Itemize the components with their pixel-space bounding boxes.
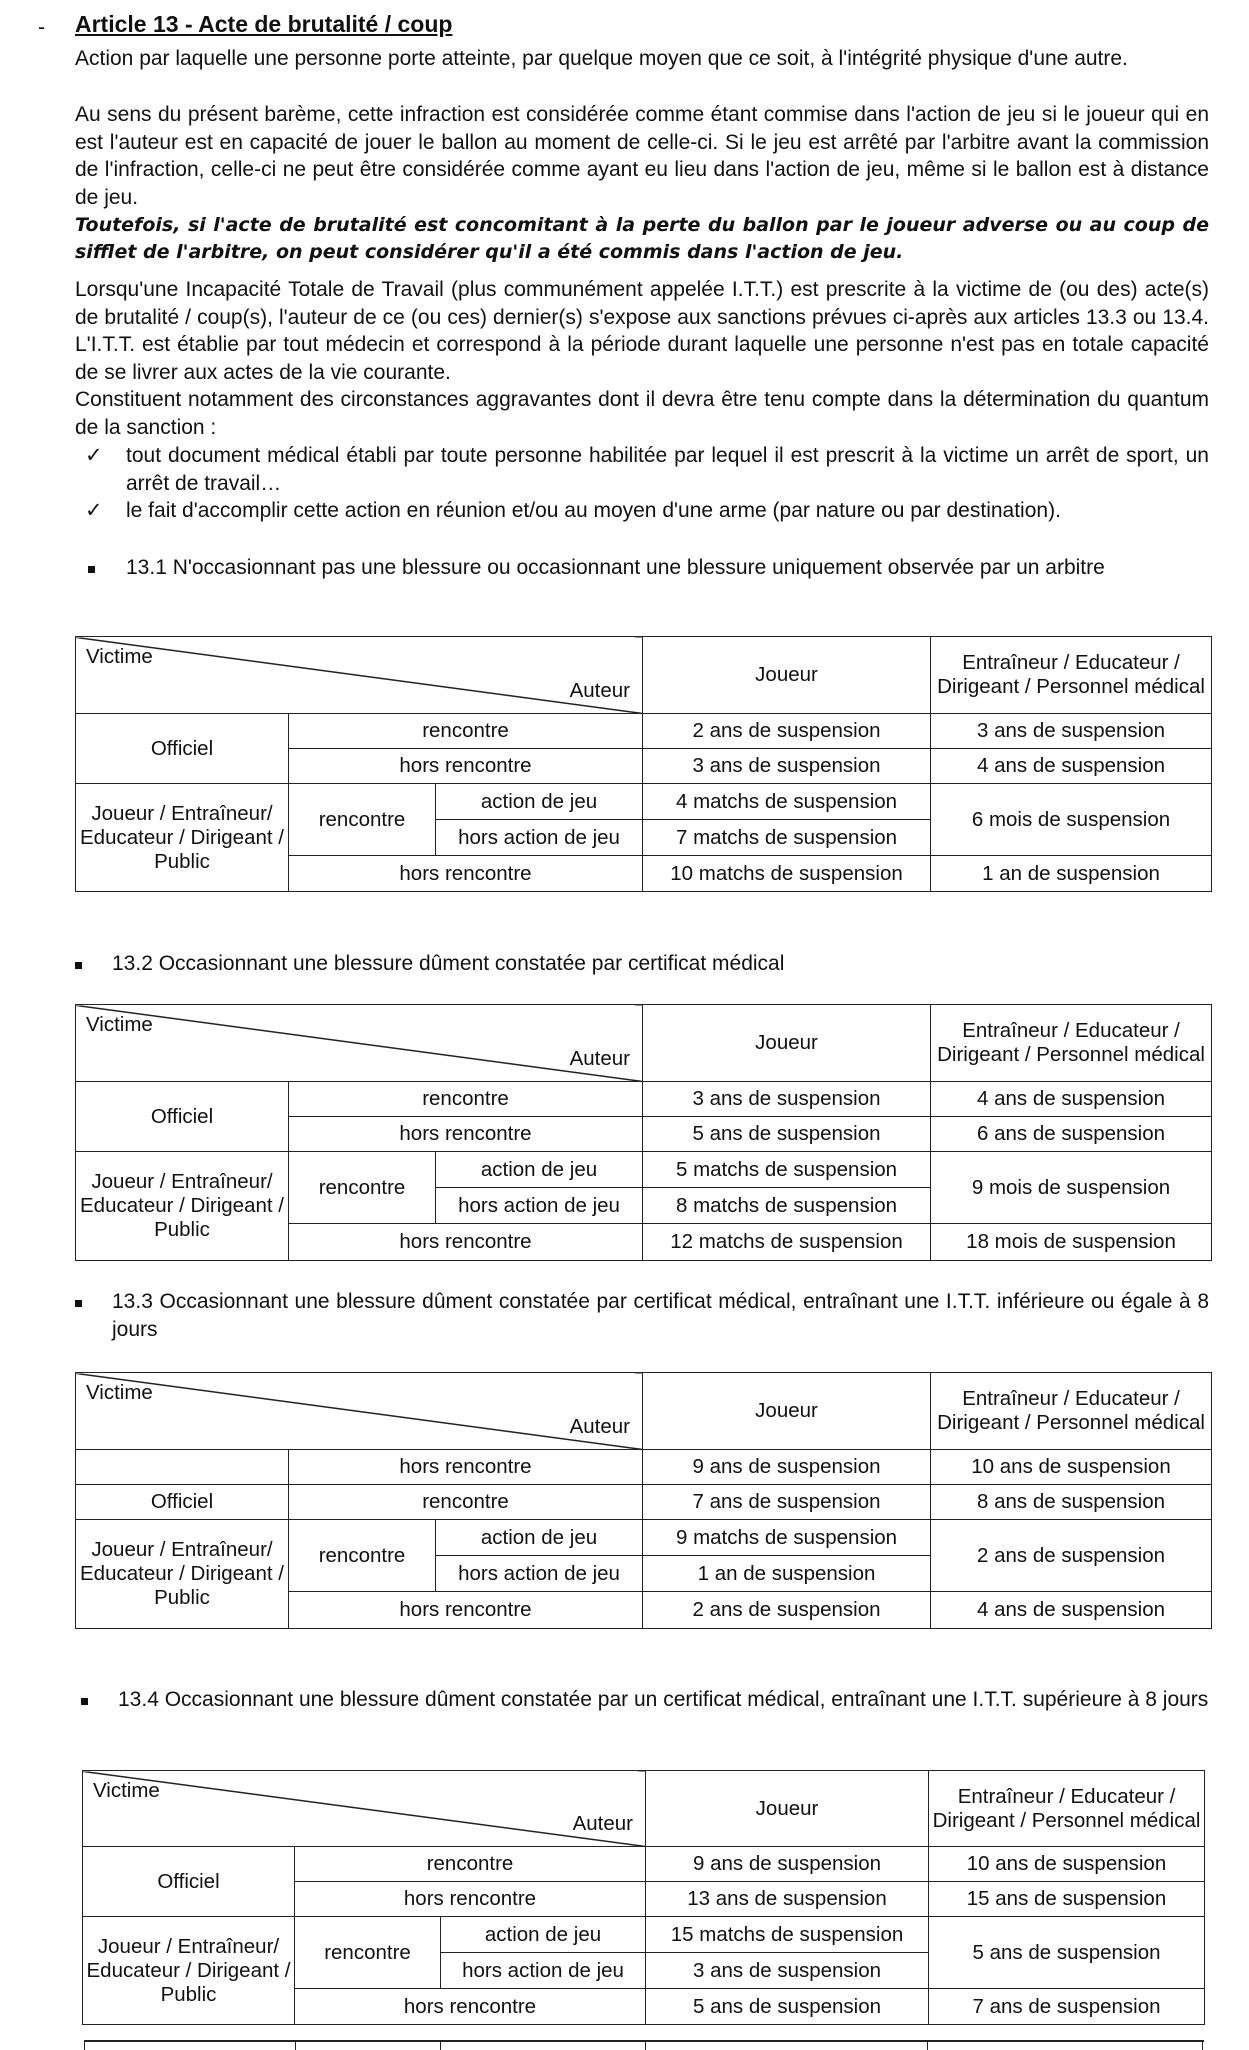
list-item-text: tout document médical établi par toute personne habilitée par lequel il est prescrit à la victime un arrêt de sport, un arrêt de travail… <box>126 444 1209 495</box>
header-auteur: Auteur <box>569 679 631 702</box>
header-joueur: Joueur <box>643 1373 931 1450</box>
header-victime: Victime <box>86 1013 153 1036</box>
cell-joueur: 10 matchs de suspension <box>643 856 931 892</box>
row-label-rencontre: rencontre <box>289 1485 643 1520</box>
sanctions-table-13-3 <box>75 1372 1212 1629</box>
cell-staff: 7 ans de suspension <box>929 1989 1205 2025</box>
paragraph-circonstances: Constituent notamment des circonstances aggravantes dont il devra être tenu compte dans la détermination du quantum de la sanction : <box>75 388 1209 439</box>
cell-joueur: 8 matchs de suspension <box>643 1188 931 1224</box>
row-label-rencontre: rencontre <box>289 784 436 856</box>
section-heading-text: 13.2 Occasionnant une blessure dûment constatée par certificat médical <box>112 952 785 975</box>
cell-joueur: 3 ans de suspension <box>643 749 931 784</box>
sanctions-table-13-4 <box>82 1770 1205 2025</box>
row-label-hors-action-de-jeu: hors action de jeu <box>436 820 643 856</box>
row-label-hors-rencontre: hors rencontre <box>289 1224 643 1261</box>
cell-joueur: 9 matchs de suspension <box>643 1520 931 1556</box>
row-header-officiel: Officiel <box>76 1082 289 1152</box>
cell-joueur: 12 matchs de suspension <box>643 1224 931 1261</box>
table-rule <box>440 2042 441 2050</box>
sanctions-table-13-2 <box>75 1004 1212 1261</box>
row-label-rencontre: rencontre <box>289 1520 436 1592</box>
cell-staff: 5 ans de suspension <box>929 1917 1205 1989</box>
paragraph-concomitant: Toutefois, si l'acte de brutalité est concomitant à la perte du ballon par le joueur adverse ou au coup de sifflet de l'arbitre, on peut considérer qu'il a été commis dans l'action de jeu. <box>75 214 1209 263</box>
row-label-action-de-jeu: action de jeu <box>436 1520 643 1556</box>
row-header-joueur-public: Joueur / Entraîneur/ Educateur / Dirigeant / Public <box>76 1152 289 1261</box>
sanctions-table-13-1 <box>75 636 1212 892</box>
section-heading-13-2 <box>75 950 1209 978</box>
header-diagonal-cell <box>76 1373 643 1450</box>
list-dash: - <box>38 16 45 39</box>
row-label-hors-rencontre: hors rencontre <box>289 749 643 784</box>
cell-joueur: 4 matchs de suspension <box>643 784 931 820</box>
paragraph-itt: Lorsqu'une Incapacité Totale de Travail (plus communément appelée I.T.T.) est prescrite à la victime de (ou des) acte(s) de brutalité / coup(s), l'auteur de ce (ou ces) dernier(s) s'expose aux sanctions prévues ci-après aux articles 13.3 ou 13.4. L'I.T.T. est établie par tout médecin et correspond à la période durant laquelle une personne n'est pas en totale capacité de se livrer aux actes de la vie courante. <box>75 278 1209 384</box>
row-header-officiel: Officiel <box>76 1485 289 1520</box>
row-header-joueur-public: Joueur / Entraîneur/ Educateur / Dirigeant / Public <box>83 1917 295 2025</box>
header-joueur: Joueur <box>646 1771 929 1847</box>
table-rule <box>927 2042 928 2050</box>
row-label-hors-rencontre: hors rencontre <box>295 1989 646 2025</box>
cell-joueur: 5 ans de suspension <box>646 1989 929 2025</box>
cell-joueur: 7 ans de suspension <box>643 1485 931 1520</box>
cell-joueur: 2 ans de suspension <box>643 1592 931 1629</box>
row-label-rencontre: rencontre <box>289 714 643 749</box>
table-rule <box>645 2042 646 2050</box>
row-label-hors-rencontre: hors rencontre <box>295 1882 646 1917</box>
cell-staff: 6 mois de suspension <box>931 784 1212 856</box>
header-staff: Entraîneur / Educateur / Dirigeant / Personnel médical <box>929 1771 1205 1847</box>
row-label-hors-rencontre: hors rencontre <box>289 1450 643 1485</box>
cell-joueur: 1 an de suspension <box>643 1556 931 1592</box>
cell-staff: 1 an de suspension <box>931 856 1212 892</box>
row-label-action-de-jeu: action de jeu <box>436 784 643 820</box>
row-header-joueur-public: Joueur / Entraîneur/ Educateur / Dirigeant / Public <box>76 784 289 892</box>
article-title: Article 13 - Acte de brutalité / coup <box>75 11 453 37</box>
cell-staff: 8 ans de suspension <box>931 1485 1212 1520</box>
checkmark-icon: ✓ <box>85 444 103 467</box>
header-auteur: Auteur <box>572 1812 634 1835</box>
paragraph-action-de-jeu: Au sens du présent barème, cette infraction est considérée comme étant commise dans l'action de jeu si le joueur qui en est l'auteur est en capacité de jouer le ballon au moment de celle-ci. Si le jeu est arrêté par l'arbitre avant la commission de l'infraction, celle-ci ne peut être considérée comme ayant eu lieu dans l'action de jeu, même si le ballon est à distance de jeu. <box>75 103 1209 209</box>
header-staff: Entraîneur / Educateur / Dirigeant / Personnel médical <box>931 1005 1212 1082</box>
cell-joueur: 2 ans de suspension <box>643 714 931 749</box>
cell-joueur: 7 matchs de suspension <box>643 820 931 856</box>
bullet-icon <box>75 1300 82 1307</box>
header-victime: Victime <box>93 1779 160 1802</box>
paragraph-definition: Action par laquelle une personne porte atteinte, par quelque moyen que ce soit, à l'intégrité physique d'une autre. <box>75 47 1128 70</box>
list-item <box>75 442 1209 497</box>
section-heading-13-4 <box>81 1686 1209 1714</box>
next-table-cutoff <box>84 2040 1204 2050</box>
cell-staff: 18 mois de suspension <box>931 1224 1212 1261</box>
bullet-icon <box>88 566 95 573</box>
header-diagonal-cell <box>76 1005 643 1082</box>
cell-joueur: 5 ans de suspension <box>643 1117 931 1152</box>
row-label-hors-rencontre: hors rencontre <box>289 1117 643 1152</box>
section-heading-text: 13.3 Occasionnant une blessure dûment constatée par certificat médical, entraînant une I.T.T. inférieure ou égale à 8 jours <box>112 1290 1209 1341</box>
row-label-rencontre: rencontre <box>295 1917 441 1989</box>
row-label-hors-rencontre: hors rencontre <box>289 1592 643 1629</box>
cell-joueur: 13 ans de suspension <box>646 1882 929 1917</box>
header-auteur: Auteur <box>569 1415 631 1438</box>
section-heading-13-1 <box>88 554 1209 582</box>
bullet-icon <box>75 962 82 969</box>
cell-joueur: 3 ans de suspension <box>643 1082 931 1117</box>
cell-joueur: 5 matchs de suspension <box>643 1152 931 1188</box>
cell-staff: 6 ans de suspension <box>931 1117 1212 1152</box>
aggravating-list <box>75 442 1209 525</box>
cell-staff: 9 mois de suspension <box>931 1152 1212 1224</box>
row-label-action-de-jeu: action de jeu <box>441 1917 646 1953</box>
row-label-hors-rencontre: hors rencontre <box>289 856 643 892</box>
cell-staff: 10 ans de suspension <box>931 1450 1212 1485</box>
cell-staff: 4 ans de suspension <box>931 749 1212 784</box>
cell-joueur: 15 matchs de suspension <box>646 1917 929 1953</box>
cell-staff: 4 ans de suspension <box>931 1592 1212 1629</box>
header-joueur: Joueur <box>643 1005 931 1082</box>
bullet-icon <box>81 1698 88 1705</box>
list-item <box>75 497 1209 525</box>
checkmark-icon: ✓ <box>85 499 103 522</box>
cell-staff: 2 ans de suspension <box>931 1520 1212 1592</box>
header-staff: Entraîneur / Educateur / Dirigeant / Personnel médical <box>931 637 1212 714</box>
cell-joueur: 9 ans de suspension <box>646 1847 929 1882</box>
row-label-rencontre: rencontre <box>289 1152 436 1224</box>
table-rule <box>1202 2042 1203 2050</box>
row-label-rencontre: rencontre <box>289 1082 643 1117</box>
cell-staff: 10 ans de suspension <box>929 1847 1205 1882</box>
table-rule <box>84 2042 85 2050</box>
cell-joueur: 9 ans de suspension <box>643 1450 931 1485</box>
section-heading-text: 13.1 N'occasionnant pas une blessure ou occasionnant une blessure uniquement observée par un arbitre <box>126 556 1105 579</box>
cell-staff: 3 ans de suspension <box>931 714 1212 749</box>
table-rule <box>295 2042 296 2050</box>
cell-staff: 15 ans de suspension <box>929 1882 1205 1917</box>
cell-joueur: 3 ans de suspension <box>646 1953 929 1989</box>
row-header-empty <box>76 1450 289 1485</box>
cell-staff: 4 ans de suspension <box>931 1082 1212 1117</box>
header-auteur: Auteur <box>569 1047 631 1070</box>
section-heading-13-3 <box>75 1288 1209 1343</box>
header-victime: Victime <box>86 645 153 668</box>
header-staff: Entraîneur / Educateur / Dirigeant / Personnel médical <box>931 1373 1212 1450</box>
header-joueur: Joueur <box>643 637 931 714</box>
header-victime: Victime <box>86 1381 153 1404</box>
row-header-officiel: Officiel <box>83 1847 295 1917</box>
row-header-joueur-public: Joueur / Entraîneur/ Educateur / Dirigeant / Public <box>76 1520 289 1629</box>
list-item-text: le fait d'accomplir cette action en réunion et/ou au moyen d'une arme (par nature ou par destination). <box>126 499 1061 522</box>
row-header-officiel: Officiel <box>76 714 289 784</box>
section-heading-text: 13.4 Occasionnant une blessure dûment constatée par un certificat médical, entraînant une I.T.T. supérieure à 8 jours <box>118 1688 1209 1711</box>
row-label-action-de-jeu: action de jeu <box>436 1152 643 1188</box>
row-label-hors-action-de-jeu: hors action de jeu <box>441 1953 646 1989</box>
header-diagonal-cell <box>83 1771 646 1847</box>
header-diagonal-cell <box>76 637 643 714</box>
row-label-hors-action-de-jeu: hors action de jeu <box>436 1188 643 1224</box>
row-label-hors-action-de-jeu: hors action de jeu <box>436 1556 643 1592</box>
row-label-rencontre: rencontre <box>295 1847 646 1882</box>
